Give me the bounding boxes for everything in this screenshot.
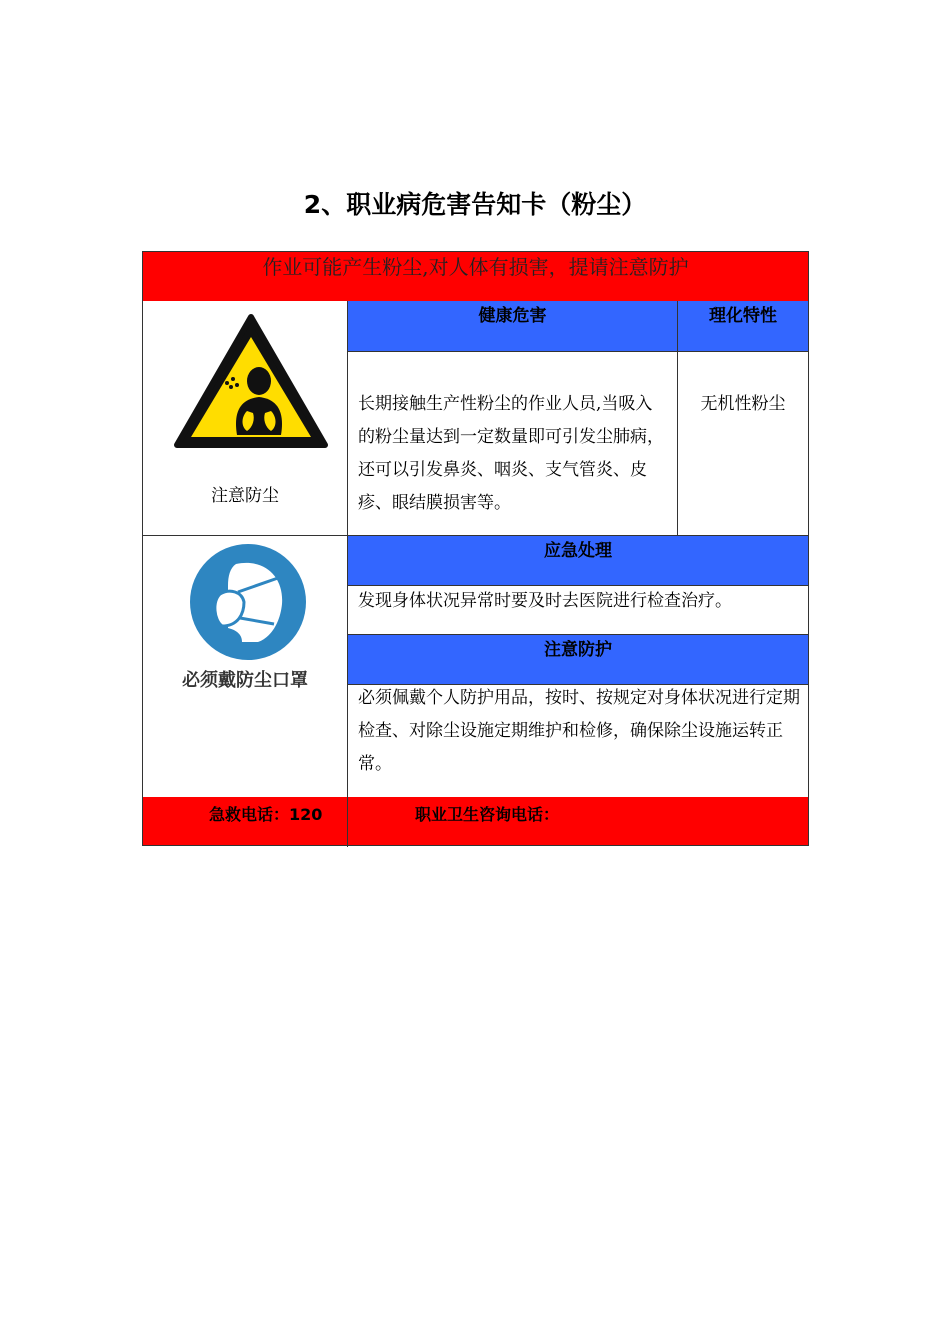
properties-text: 无机性粉尘: [700, 394, 786, 414]
warning-banner: 作业可能产生粉尘,对人体有损害，提请注意防护: [143, 252, 808, 301]
protection-text: 必须佩戴个人防护用品，按时、按规定对身体状况进行定期检查、对除尘设施定期维护和检修，确保除尘设施运转正常。: [358, 688, 800, 774]
hazard-notice-card: [142, 251, 809, 846]
mandatory-sign-caption: 必须戴防尘口罩: [182, 670, 308, 691]
emergency-text: 发现身体状况异常时要及时去医院进行检查治疗。: [358, 591, 732, 611]
contact-footer: [143, 797, 808, 845]
mandatory-sign-cell: [143, 536, 347, 797]
lung-dust-warning-icon: [171, 311, 331, 451]
emergency-phone: 急救电话：120: [209, 805, 323, 824]
properties-header: 理化特性: [678, 301, 808, 351]
warning-sign-caption: 注意防尘: [211, 486, 279, 506]
warning-sign-cell: [143, 301, 347, 535]
emergency-header: 应急处理: [348, 536, 808, 585]
protection-header: 注意防护: [348, 635, 808, 684]
health-hazard-header: 健康危害: [348, 301, 677, 351]
page-title: 2、职业病危害告知卡（粉尘）: [303, 190, 647, 219]
consult-phone: 职业卫生咨询电话：: [415, 805, 560, 824]
dust-mask-icon: [178, 542, 318, 662]
health-hazard-text: 长期接触生产性粉尘的作业人员,当吸入的粉尘量达到一定数量即可引发尘肺病，还可以引发鼻炎、咽炎、支气管炎、皮疹、眼结膜损害等。: [358, 394, 664, 513]
